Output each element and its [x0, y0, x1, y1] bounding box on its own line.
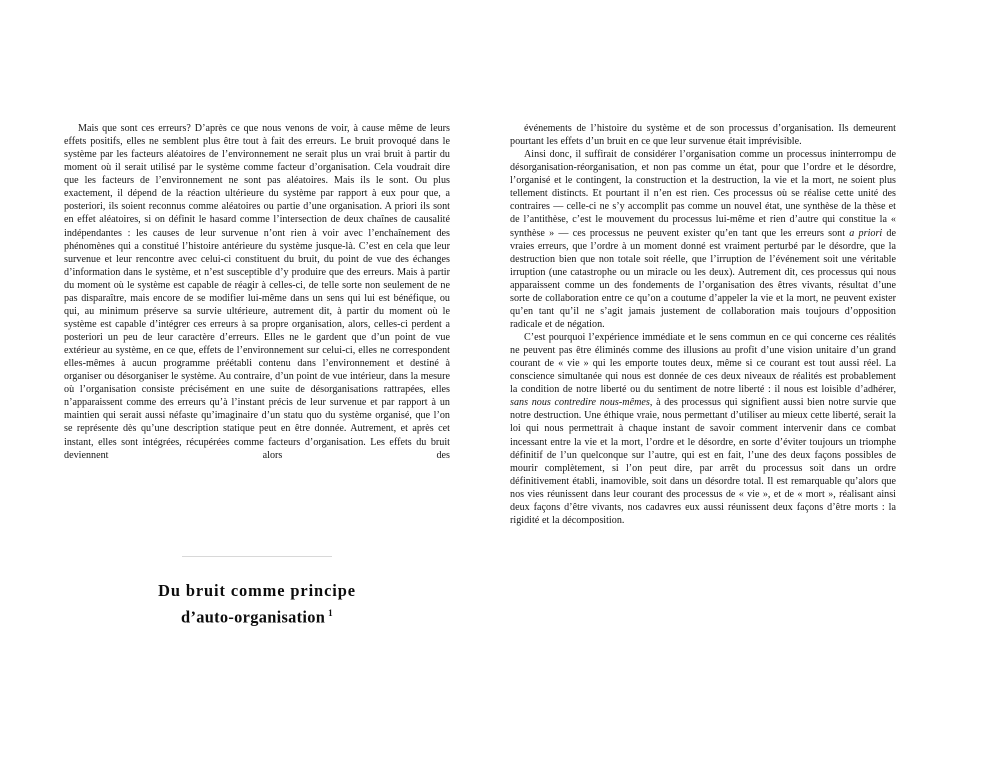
footnote-marker: 1: [328, 608, 333, 618]
paragraph: C’est pourquoi l’expérience immédiate et le sens commun en ce qui concerne ces réalités ne peuvent pas être éliminés comme des illusions au profit d’une vision unitaire d’un grand courant de « vie » qui les emporte toutes deux, même si ce courant est tout aussi réel. La conscience simultanée qui nous est donnée de ces deux niveaux de réalités est probablement la condition de notre liberté ou du sentiment de notre liberté : il nous est loisible d’adhérer, sans nous contredire nous-mêmes, à des processus qui signifient aussi bien notre survie que notre destruction. Une éthique vraie, nous permettant d’utiliser au mieux cette liberté, serait la loi qui nous permettrait à chaque instant de savoir comment intervenir dans ce combat incessant entre la vie et la mort, l’ordre et le désordre, en sorte d’éviter toujours un triomphe définitif de l’un quelconque sur l’autre, qui est en fait, l’une des deux façons possibles de mourir complètement, si l’on peut dire, par arrêt du processus soit dans un ordre définitivement établi, inamovible, soit dans un désordre total. Il est remarquable qu’alors que nos vies réunissent dans leur courant des processus de « vie », et de « mort », réalisant ainsi deux façons d’être vivants, nos cadavres eux aussi réunissent deux façons d’être morts : la rigidité et la décomposition.: [510, 332, 896, 526]
italic-run: a priori: [849, 227, 883, 239]
paragraph: Mais que sont ces erreurs? D’après ce que nous venons de voir, à cause même de leurs effets positifs, elles ne semblent plus être tout à fait des erreurs. Le bruit provoqué dans le système par les facteurs aléatoires de l’environnement ne serait plus un vrai bruit à partir du moment où il serait utilisé par le système comme facteur d’organisation. Cela voudrait dire que les facteurs de l’environnement ne sont pas aléatoires. Mais ils le sont. Ou plus exactement, il dépend de la réaction ultérieure du système par rapport à eux pour que, a posteriori, ils soient reconnus comme aléatoires ou partie d’une organisation. A priori ils sont en effet aléatoires, si on définit le hasard comme l’intersection de deux chaînes de causalité indépendantes : les causes de leur survenue n’ont rien à voir avec l’enchaînement des phénomènes qui a constitué l’histoire antérieure du système jusque-là. C’est en cela que leur survenue et leur rencontre avec celui-ci constituent du bruit, du point de vue des échanges d’information dans le système, et n’est susceptible d’y produire que des erreurs. Mais à partir du moment où le système est capable de réagir à celles-ci, de telle sorte non seulement de ne pas disparaître, mais encore de se modifier lui-même dans un sens qui lui est bénéfique, ou qui, au minimum préserve sa survie ultérieure, autrement dit, à partir du moment où le système est capable d’intégrer ces erreurs à sa propre organisation, alors, celles-ci perdent a posteriori un peu de leur caractère d’erreurs. Elles ne le gardent que d’un point de vue extérieur au système, en ce que, effets de l’environnement sur celui-ci, elles ne correspondent elles-mêmes à aucun programme préétabli contenu dans l’environnement et destiné à organiser ou désorganiser le système. Au contraire, d’un point de vue intérieur, dans la mesure où l’organisation consiste précisément en une suite de désorganisations rattrapées, elles n’apparaissent comme des erreurs qu’à l’instant précis de leur survenue et par rapport à un maintien qui serait aussi néfaste qu’imaginaire d’un statu quo du système organisé, que l’on se représente dès qu’une description statique peut en être donnée. Autrement, et après cet instant, elles sont intégrées, récupérées comme facteurs d’organisation. Les effets du bruit deviennent alors des: [64, 123, 450, 461]
paragraph: événements de l’histoire du système et de son processus d’organisation. Ils demeurent pourtant les effets d’un bruit en ce que leur survenue était imprévisible.: [510, 123, 896, 148]
article-title-line-1: Du bruit comme principe: [158, 581, 356, 600]
left-text-column: [64, 122, 450, 475]
paragraph: Ainsi donc, il suffirait de considérer l’organisation comme un processus ininterrompu de désorganisation-réorganisation, et non pas comme un état, pour que l’ordre et le désordre, l’organisé et le contingent, la construction et la destruction, la vie et la mort, ne soient plus tellement distincts. Et pourtant il n’en est rien. Ces processus où se réalise cette unité des contraires — celle-ci ne s’y accomplit pas comme un nouvel état, une synthèse de la thèse et de l’antithèse, c’est le mouvement du processus lui-même et rien d’autre qui constitue la « synthèse » — ces processus ne peuvent exister qu’en tant que les erreurs sont a priori de vraies erreurs, que l’ordre à un moment donné est vraiment perturbé par le désordre, que la destruction bien que non totale soit réelle, que l’irruption de l’événement soit une véritable irruption (une catastrophe ou un miracle ou les deux). Autrement dit, ces processus qui nous apparaissent comme un des fondements de l’organisation des êtres vivants, résultat d’une sorte de collaboration entre ce qu’on a coutume d’appeler la vie et la mort, ne peuvent exister qu’en tant qu’il ne s’agit jamais justement de collaboration mais toujours d’opposition radicale et de négation.: [510, 149, 897, 330]
title-divider-rule: [182, 556, 332, 557]
article-title-line-2: [64, 602, 450, 628]
article-title-line-2-text: d’auto-organisation: [181, 607, 326, 627]
page-title: [64, 579, 450, 628]
article-title-block: [64, 556, 450, 628]
italic-run: sans nous contredire nous-mêmes: [510, 397, 650, 409]
right-text-column: [510, 122, 896, 527]
